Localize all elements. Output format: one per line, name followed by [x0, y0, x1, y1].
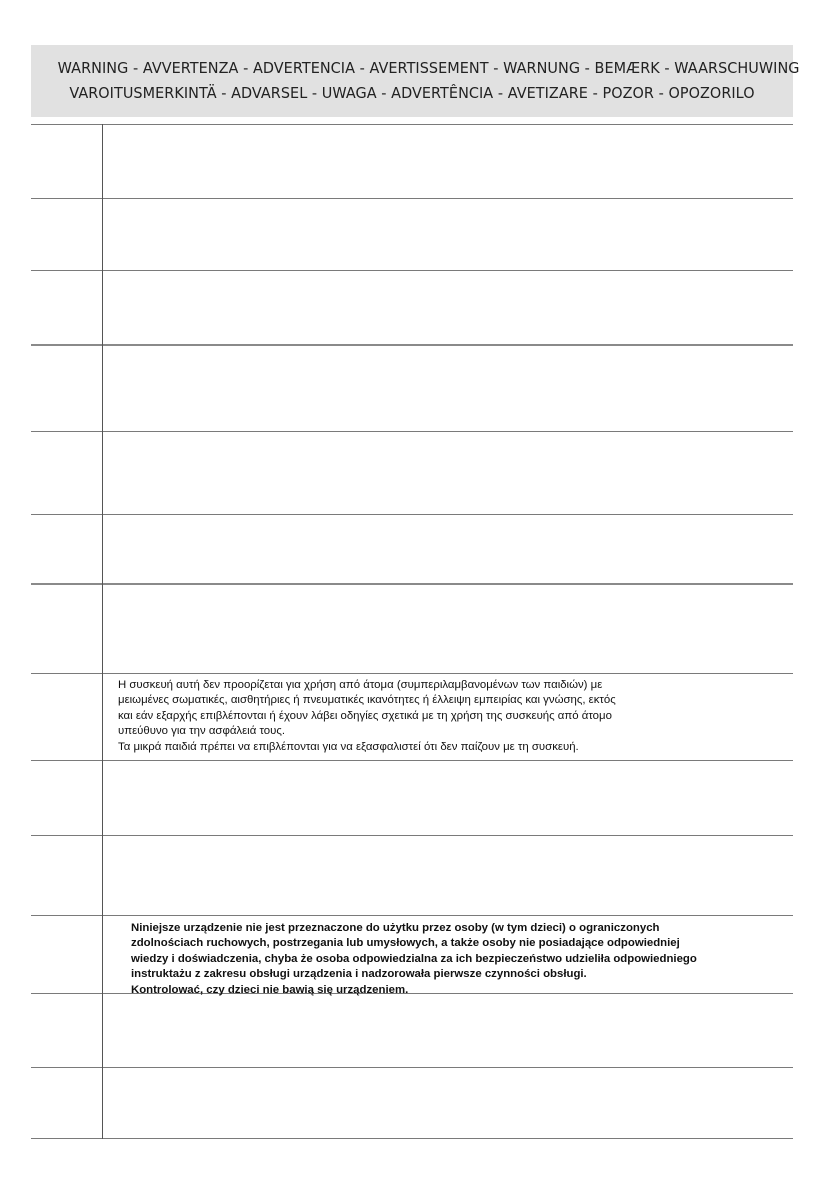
polish-warning-text	[131, 921, 697, 998]
polish-warning-line: zdolnościach ruchowych, postrzegania lub umysłowych, a także osoby nie posiadające odpowiedniej	[131, 937, 680, 950]
greek-warning-line: υπεύθυνο για την ασφάλειά τους.	[118, 725, 286, 738]
row-divider	[31, 270, 793, 271]
column-divider	[102, 124, 103, 1139]
polish-warning-line: Kontrolować, czy dzieci nie bawią się urządzeniem.	[131, 983, 409, 996]
row-divider	[31, 124, 793, 125]
row-divider	[31, 673, 793, 674]
polish-warning-line: wiedzy i doświadczenia, chyba że osoba odpowiedzialna za ich bezpieczeństwo udzieliła odpowiedniego	[131, 952, 697, 965]
warning-header	[31, 45, 800, 117]
row-divider	[31, 1067, 793, 1068]
greek-warning-text	[118, 678, 616, 755]
row-divider	[31, 583, 793, 585]
row-divider	[31, 835, 793, 836]
polish-warning-line: Niniejsze urządzenie nie jest przeznaczone do użytku przez osoby (w tym dzieci) o ograniczonych	[131, 922, 660, 934]
row-divider	[31, 514, 793, 515]
row-divider	[31, 198, 793, 199]
greek-warning-line: και εάν εξαρχής επιβλέπονται ή έχουν λάβει οδηγίες σχετικά με τη χρήση της συσκευής από άτομο	[118, 709, 612, 722]
greek-warning-line: Τα μικρά παιδιά πρέπει να επιβλέπονται για να εξασφαλιστεί ότι δεν παίζουν με τη συσκευή.	[118, 740, 579, 753]
greek-warning-line: μειωμένες σωματικές, αισθητήριες ή πνευματικές ικανότητες ή έλλειψη εμπειρίας και γνώσης, εκτός	[118, 694, 616, 707]
warning-header-line-1: WARNING - AVVERTENZA - ADVERTENCIA - AVERTISSEMENT - WARNUNG - BEMÆRK - WAARSCHUWING	[57, 59, 800, 77]
polish-warning-line: instruktażu z zakresu obsługi urządzenia i nadzorowała pierwsze czynności obsługi.	[131, 968, 587, 981]
row-divider	[31, 760, 793, 761]
greek-warning-line: Η συσκευή αυτή δεν προορίζεται για χρήση από άτομα (συμπεριλαμβανομένων των παιδιών) με	[118, 679, 603, 691]
row-divider	[31, 1138, 793, 1139]
row-divider	[31, 431, 793, 432]
row-divider	[31, 915, 793, 916]
warning-header-line-2: VAROITUSMERKINTÄ - ADVARSEL - UWAGA - ADVERTÊNCIA - AVETIZARE - POZOR - OPOZORILO	[69, 84, 755, 102]
row-divider	[31, 344, 793, 346]
